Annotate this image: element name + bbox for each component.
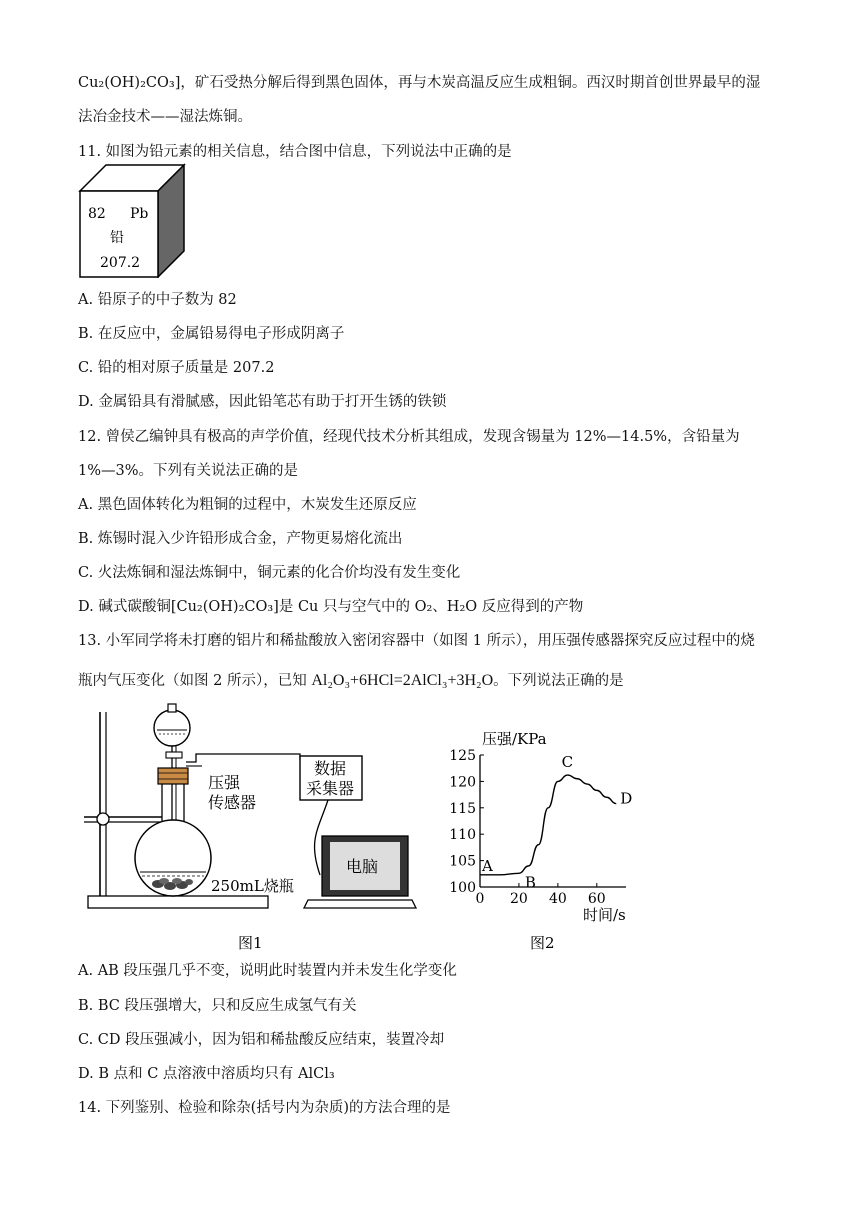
- q11-option-b: B. 在反应中，金属铅易得电子形成阴离子: [78, 326, 345, 342]
- q12-option-c: C. 火法炼铜和湿法炼铜中，铜元素的化合价均没有发生变化: [78, 565, 461, 581]
- q14-stem: 14. 下列鉴别、检验和除杂(括号内为杂质)的方法合理的是: [78, 1100, 451, 1116]
- sensor-label-1: 压强: [208, 773, 241, 792]
- intro-formula: Cu₂(OH)₂CO₃]: [78, 75, 181, 91]
- sensor-label-2: 传感器: [208, 793, 257, 812]
- fig2-caption: 图2: [530, 934, 555, 952]
- x-tick-label: 20: [510, 891, 528, 907]
- q12-d-prefix: D. 碱式碳酸铜[: [78, 599, 177, 615]
- chart-xlabel: 时间/s: [583, 906, 626, 924]
- computer-label: 电脑: [346, 857, 379, 876]
- element-symbol: Pb: [130, 206, 149, 222]
- element-mass: 207.2: [100, 255, 141, 271]
- y-tick-label: 100: [449, 880, 476, 896]
- stand-base: [88, 896, 268, 908]
- y-tick-label: 105: [449, 853, 476, 870]
- separatory-funnel: [154, 710, 190, 746]
- intro-text: ，矿石受热分解后得到黑色固体，再与木炭高温反应生成粗铜。西汉时期首创世界最早的湿: [180, 75, 761, 91]
- q11-stem: 11. 如图为铅元素的相关信息，结合图中信息，下列说法中正确的是: [78, 144, 512, 160]
- point-label-c: C: [561, 753, 574, 772]
- point-label-d: D: [620, 789, 633, 808]
- element-name: 铅: [110, 230, 124, 246]
- y-tick-label: 120: [449, 774, 476, 791]
- x-tick-label: 40: [548, 891, 567, 907]
- fig1-caption: 图1: [238, 934, 263, 952]
- q13-stem-line-2: [78, 671, 624, 691]
- q13-option-c: C. CD 段压强减小，因为铝和稀盐酸反应结束，装置冷却: [78, 1032, 445, 1048]
- q12-d-suffix: 是 Cu 只与空气中的 O₂、H₂O 反应得到的产物: [278, 599, 584, 615]
- q11-option-c: C. 铅的相对原子质量是 207.2: [78, 360, 275, 376]
- q13-option-d: D. B 点和 C 点溶液中溶质均只有 AlCl₃: [78, 1066, 335, 1082]
- sensor-tube: [186, 754, 300, 762]
- point-label-a: A: [482, 856, 493, 875]
- element-card: [78, 163, 188, 278]
- intro-line-1: [78, 73, 760, 93]
- q11-option-a: A. 铅原子的中子数为 82: [78, 292, 237, 308]
- clamp-screw: [97, 813, 109, 825]
- intro-line-2: 法冶金技术——湿法炼铜。: [78, 109, 252, 125]
- y-tick-label: 125: [449, 748, 476, 764]
- q11-option-d: D. 金属铅具有滑腻感，因此铅笔芯有助于打开生锈的铁锁: [78, 394, 447, 410]
- y-tick-label: 115: [449, 800, 476, 817]
- q13-option-b: B. BC 段压强增大，只和反应生成氢气有关: [78, 998, 357, 1014]
- q13-stem-prefix: 瓶内气压变化（如图 2 所示），已知: [78, 673, 312, 689]
- q12-d-formula: Cu₂(OH)₂CO₃]: [176, 599, 279, 615]
- pressure-curve: [480, 775, 616, 875]
- q12-stem-line-1: 12. 曾侯乙编钟具有极高的声学价值，经现代技术分析其组成，发现含锡量为 12%—14.5%，含铅量为: [78, 429, 740, 445]
- q12-option-d: [78, 597, 583, 617]
- x-tick-label: 0: [475, 891, 485, 907]
- chart-ylabel: 压强/KPa: [482, 730, 547, 748]
- q13-stem-suffix: 。下列说法正确的是: [493, 673, 624, 689]
- q13-option-a: A. AB 段压强几乎不变，说明此时装置内并未发生化学变化: [78, 963, 457, 979]
- computer-base: [304, 900, 416, 908]
- pressure-chart: [430, 700, 670, 960]
- element-number: 82: [88, 206, 106, 222]
- y-tick-label: 110: [449, 827, 476, 844]
- apparatus-figure: [78, 700, 418, 960]
- q13-stem-line-1: 13. 小军同学将未打磨的铝片和稀盐酸放入密闭容器中（如图 1 所示），用压强传感器探究反应过程中的烧: [78, 633, 755, 649]
- collector-label-1: 数据: [314, 759, 347, 778]
- x-tick-label: 60: [587, 891, 606, 907]
- q13-equation: Al₂O₃+6HCl=2AlCl₃+3H₂O: [311, 672, 494, 689]
- q12-option-a: A. 黑色固体转化为粗铜的过程中，木炭发生还原反应: [78, 497, 417, 513]
- point-label-b: B: [524, 873, 536, 892]
- collector-label-2: 采集器: [306, 779, 355, 798]
- flask-label: 250mL烧瓶: [211, 877, 294, 895]
- rubber-stopper: [158, 768, 188, 784]
- q12-option-b: B. 炼锡时混入少许铅形成合金，产物更易熔化流出: [78, 531, 403, 547]
- q12-stem-line-2: 1%—3%。下列有关说法正确的是: [78, 463, 299, 479]
